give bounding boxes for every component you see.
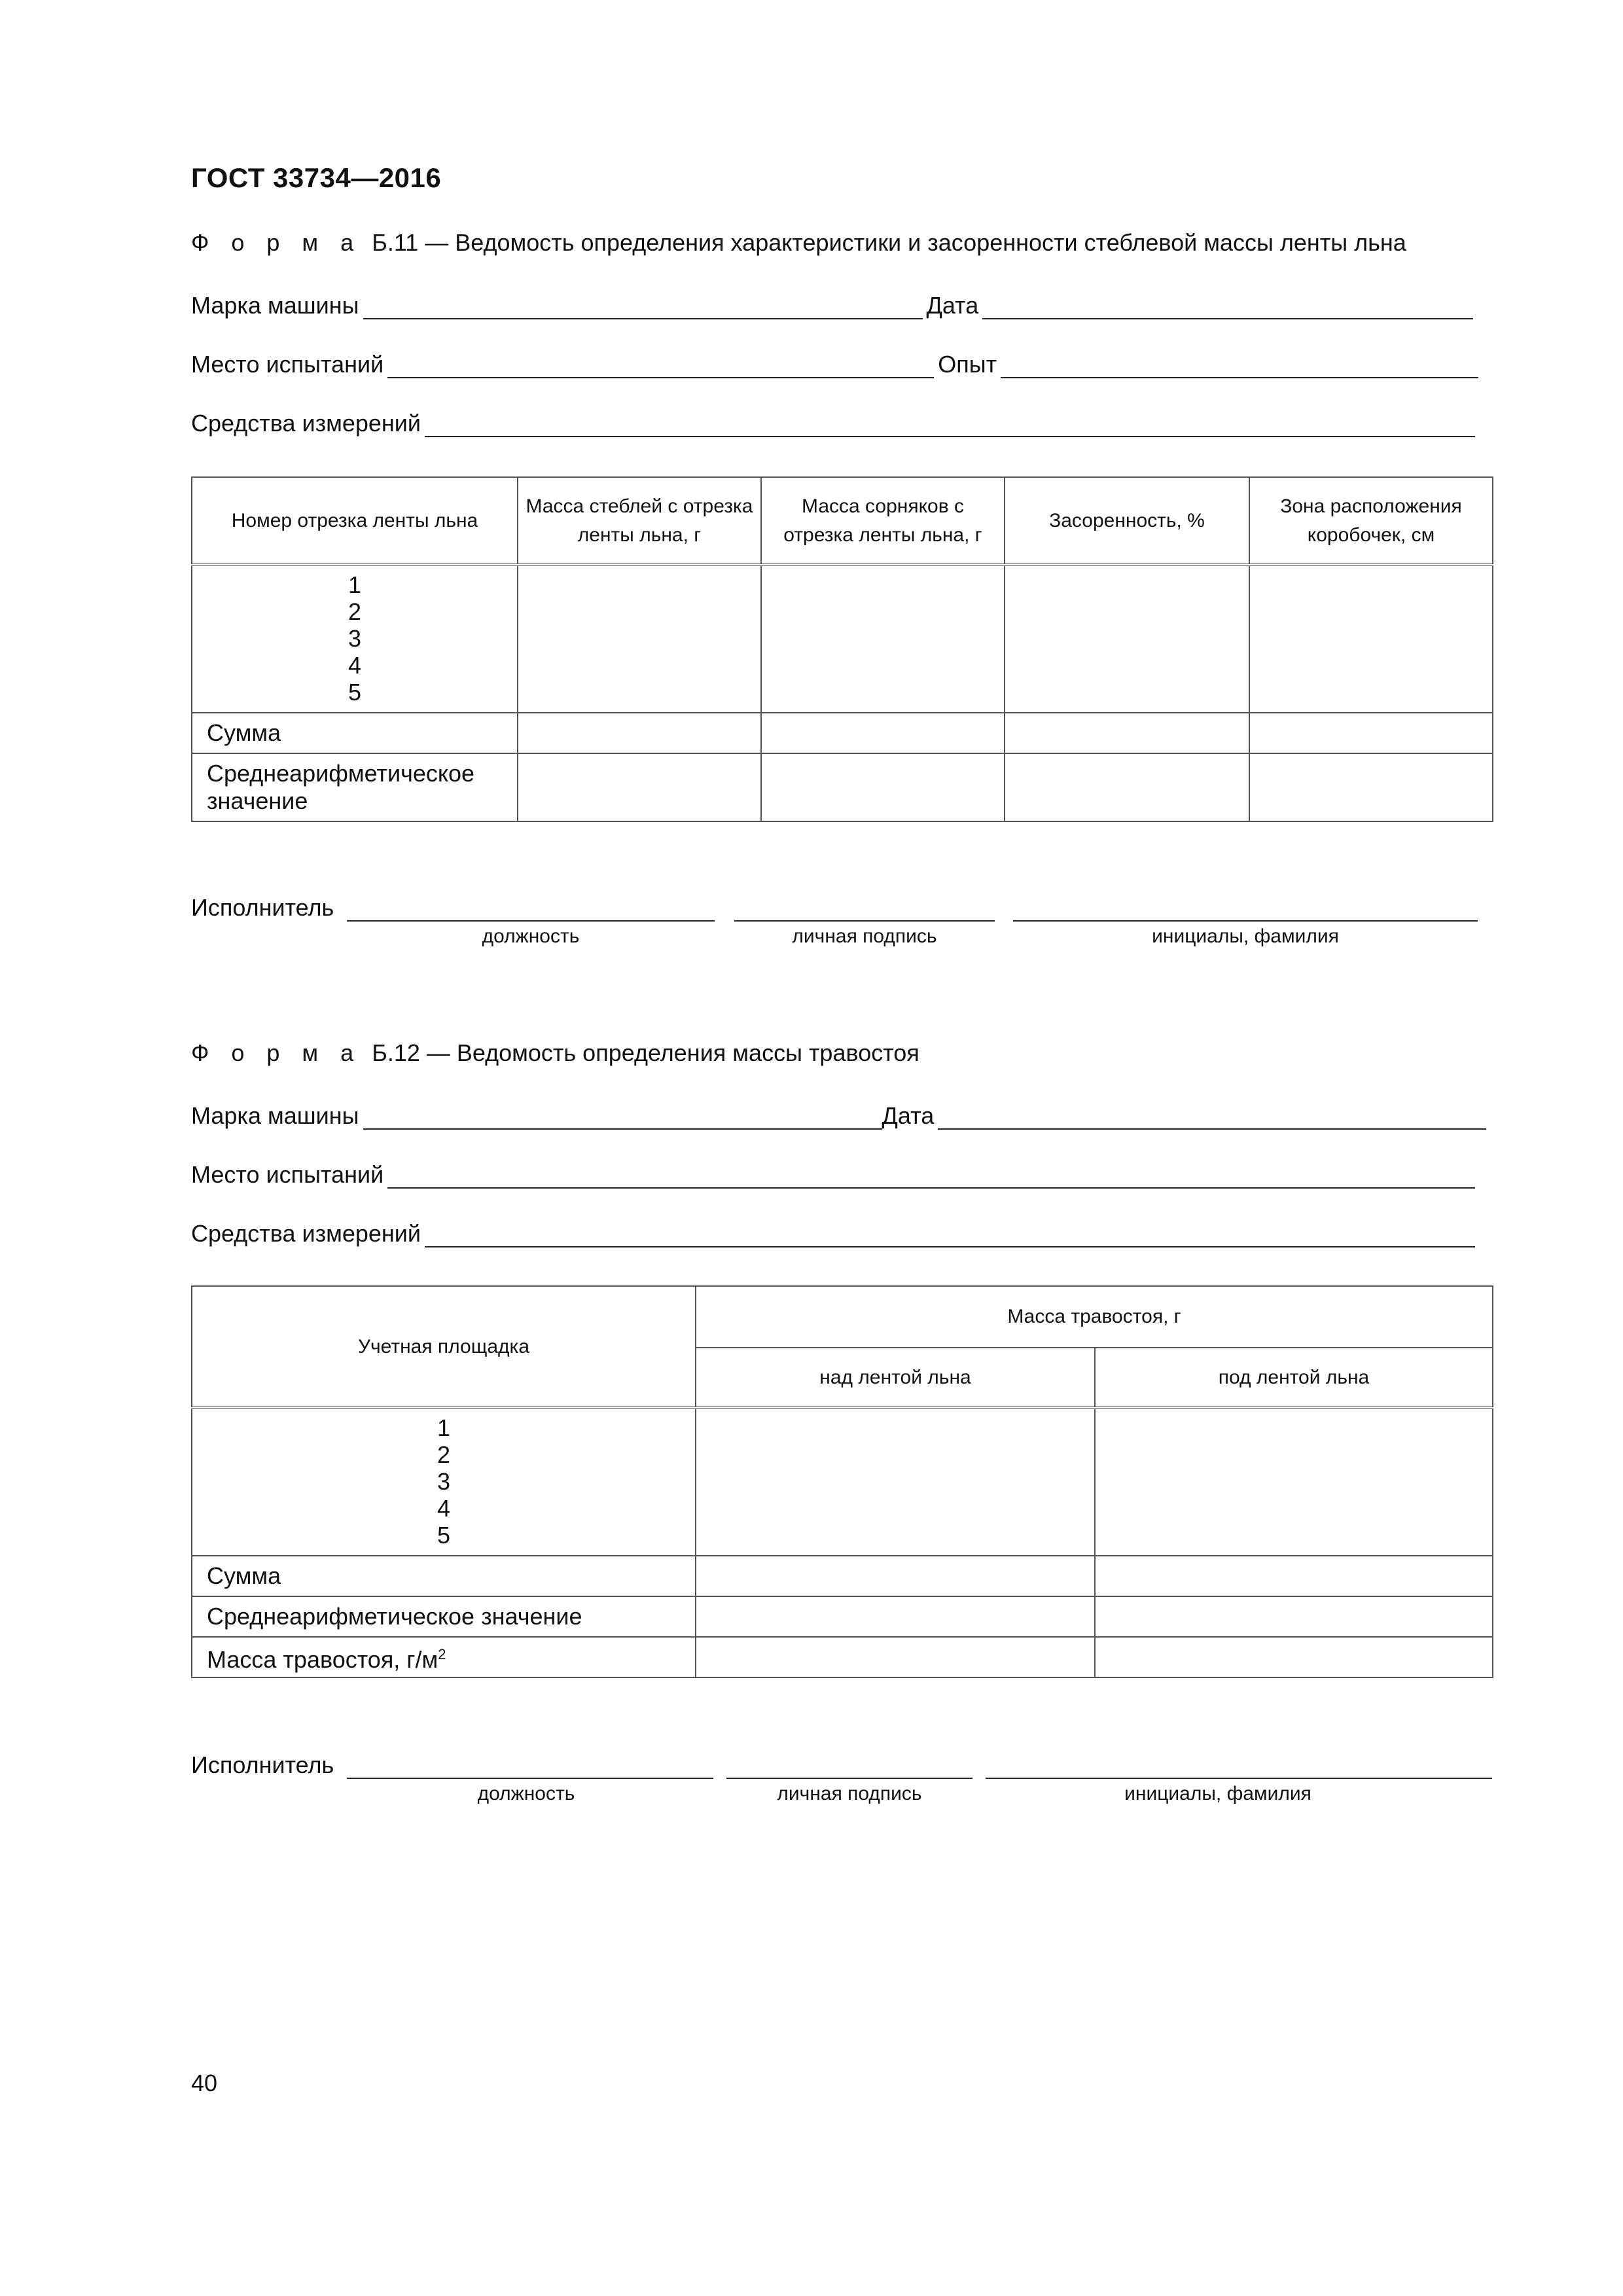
row-number-list: [192, 565, 518, 713]
col-header-above-flax: над лентой льна: [696, 1348, 1095, 1408]
table-cell[interactable]: [696, 1596, 1095, 1637]
col-header-contamination: Засоренность, %: [1005, 477, 1249, 565]
position-caption: должность: [482, 925, 580, 947]
date-label: Дата: [882, 1102, 935, 1129]
row-number-list: [192, 1408, 696, 1556]
table-cell[interactable]: [1005, 565, 1249, 713]
form-b11-title: [191, 229, 1406, 257]
row-number: 4: [437, 1495, 451, 1522]
machine-label: Марка машины: [191, 1102, 359, 1129]
date-label: Дата: [926, 292, 979, 319]
table-row: [192, 565, 1493, 713]
row-number: 2: [437, 1441, 451, 1468]
table-cell[interactable]: [518, 565, 761, 713]
row-number: 5: [348, 679, 362, 706]
machine-field[interactable]: [363, 1103, 882, 1130]
table-cell[interactable]: [1249, 713, 1493, 753]
form-b11-instruments-row: [191, 404, 1475, 437]
date-field[interactable]: [938, 1103, 1486, 1130]
instruments-label: Средства измерений: [191, 410, 421, 437]
form-b12-machine-row: [191, 1097, 1486, 1130]
row-number: 1: [348, 571, 362, 598]
executor-name-field[interactable]: [986, 1776, 1492, 1779]
executor-signature-field[interactable]: [734, 919, 995, 922]
table-cell[interactable]: [1095, 1408, 1493, 1556]
place-field[interactable]: [387, 352, 934, 378]
table-row-mass: [192, 1637, 1493, 1677]
col-header-stem-mass: Масса стеблей с отрезка ленты льна, г: [518, 477, 761, 565]
table-header-row: [192, 1286, 1493, 1348]
row-number: 1: [437, 1414, 451, 1441]
form-b12-executor-label: Исполнитель: [191, 1751, 334, 1778]
document-header-title: ГОСТ 33734—2016: [191, 162, 442, 193]
form-b11-form-word: Ф о р м а: [191, 229, 362, 256]
executor-position-field[interactable]: [347, 919, 715, 922]
executor-name-field[interactable]: [1013, 919, 1478, 922]
table-cell[interactable]: [1095, 1596, 1493, 1637]
place-label: Место испытаний: [191, 1161, 384, 1188]
row-number: 3: [348, 625, 362, 652]
place-label: Место испытаний: [191, 351, 384, 378]
table-cell[interactable]: [761, 565, 1005, 713]
table-cell[interactable]: [518, 713, 761, 753]
instruments-field[interactable]: [425, 411, 1475, 437]
row-number: 4: [348, 652, 362, 679]
col-header-mass: Масса травостоя, г: [696, 1286, 1493, 1348]
form-b12-form-word: Ф о р м а: [191, 1039, 362, 1066]
col-header-segment-number: Номер отрезка ленты льна: [192, 477, 518, 565]
mass-label-superscript: 2: [438, 1646, 446, 1662]
table-cell[interactable]: [1095, 1556, 1493, 1596]
table-cell[interactable]: [1249, 565, 1493, 713]
place-field[interactable]: [387, 1162, 1475, 1189]
col-header-below-flax: под лентой льна: [1095, 1348, 1493, 1408]
table-row-sum: [192, 1556, 1493, 1596]
table-cell[interactable]: [696, 1637, 1095, 1677]
machine-field[interactable]: [363, 293, 923, 319]
table-row-sum: [192, 713, 1493, 753]
page-number: 40: [191, 2070, 218, 2096]
col-header-capsule-zone: Зона расположения коробочек, см: [1249, 477, 1493, 565]
executor-position-field[interactable]: [347, 1776, 713, 1779]
table-cell[interactable]: [1095, 1637, 1493, 1677]
table-cell[interactable]: [1005, 713, 1249, 753]
sum-label: Сумма: [192, 1556, 696, 1596]
table-row-mean: [192, 753, 1493, 821]
form-b12-title-text: Б.12 — Ведомость определения массы травостоя: [372, 1039, 919, 1066]
mass-label: [192, 1637, 696, 1677]
table-header-row: [192, 477, 1493, 565]
form-b12-title: [191, 1039, 919, 1067]
sum-label: Сумма: [192, 713, 518, 753]
table-cell[interactable]: [761, 713, 1005, 753]
form-b11-table: [191, 476, 1493, 822]
row-number: 3: [437, 1468, 451, 1495]
form-b12-table: [191, 1285, 1493, 1678]
table-row: [192, 1408, 1493, 1556]
form-b11-machine-row: [191, 287, 1473, 319]
machine-label: Марка машины: [191, 292, 359, 319]
table-cell[interactable]: [761, 753, 1005, 821]
row-number: 5: [437, 1522, 451, 1549]
table-cell[interactable]: [1249, 753, 1493, 821]
table-cell[interactable]: [696, 1408, 1095, 1556]
col-header-plot: Учетная площадка: [192, 1286, 696, 1408]
signature-caption: личная подпись: [777, 1783, 922, 1804]
date-field[interactable]: [982, 293, 1473, 319]
trial-label: Опыт: [938, 351, 997, 378]
table-row-mean: [192, 1596, 1493, 1637]
table-cell[interactable]: [696, 1556, 1095, 1596]
form-b11-executor-label: Исполнитель: [191, 894, 334, 921]
mean-label: Среднеарифметическое значение: [192, 1596, 696, 1637]
signature-caption: личная подпись: [792, 925, 937, 947]
instruments-label: Средства измерений: [191, 1220, 421, 1247]
form-b12-place-row: [191, 1156, 1475, 1189]
mass-label-text: Масса травостоя, г/м: [207, 1646, 438, 1673]
table-cell[interactable]: [518, 753, 761, 821]
row-number: 2: [348, 598, 362, 625]
instruments-field[interactable]: [425, 1221, 1475, 1247]
table-cell[interactable]: [1005, 753, 1249, 821]
mean-label: Среднеарифметическое значение: [192, 753, 518, 821]
position-caption: должность: [477, 1783, 575, 1804]
col-header-weed-mass: Масса сорняков с отрезка ленты льна, г: [761, 477, 1005, 565]
form-b11-title-text: Б.11 — Ведомость определения характеристики и засоренности стеблевой массы ленты льна: [372, 229, 1406, 256]
name-caption: инициалы, фамилия: [1152, 925, 1339, 947]
form-b11-place-row: [191, 346, 1478, 378]
name-caption: инициалы, фамилия: [1124, 1783, 1311, 1804]
executor-signature-field[interactable]: [726, 1776, 972, 1779]
form-b12-instruments-row: [191, 1215, 1475, 1247]
trial-field[interactable]: [1001, 352, 1478, 378]
